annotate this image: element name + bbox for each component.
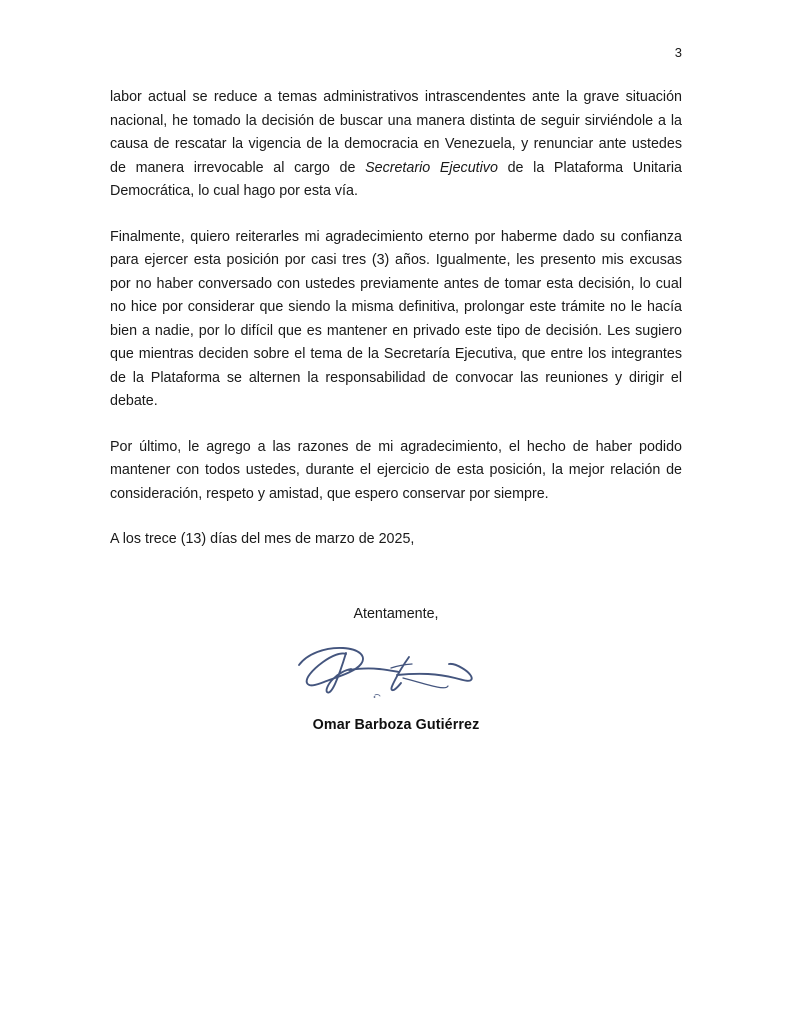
document-body (110, 86, 682, 552)
paragraph-closing-appreciation: Por último, le agrego a las razones de mi agradecimiento, el hecho de haber podido mantener con todos ustedes, durante el ejercicio de esta posición, la mejor relación de consideración, respeto y amistad, que espero conservar por siempre. (110, 438, 682, 502)
signature-block (110, 604, 682, 735)
page-number: 3 (674, 45, 682, 60)
signature-image (110, 637, 682, 709)
signer-name: Omar Barboza Gutiérrez (312, 717, 480, 733)
emphasized-text: Secretario Ejecutivo (365, 159, 498, 176)
paragraph-date-line: A los trece (13) días del mes de marzo de 2025, (110, 531, 415, 547)
paragraph-resignation-statement: labor actual se reduce a temas administrativos intrascendentes ante la grave situación nacional, he tomado la decisión de buscar una manera distinta de seguir sirviéndole a la causa de rescatar la vigencia de la democracia en Venezuela, y renunciar ante ustedes de manera irrevocable al cargo de Secretario Ejecutivo de la Plataforma Unitaria Democrática, lo cual hago por esta vía. (110, 89, 682, 199)
handwritten-signature-icon (291, 637, 501, 709)
paragraph-gratitude-and-apology: Finalmente, quiero reiterarles mi agradecimiento eterno por haberme dado su confianza para ejercer esta posición por casi tres (3) años. Igualmente, les presento mis excusas por no haber conversado con ustedes previamente antes de tomar esta decisión, lo cual no hice por considerar que siendo la misma definitiva, prolongar este trámite no le hacía bien a nadie, por lo difícil que es mantener en privado este tipo de decisión. Les sugiero que mientras deciden sobre el tema de la Secretaría Ejecutiva, que entre los integrantes de la Plataforma se alternen la responsabilidad de convocar las reuniones y dirigir el debate. (110, 228, 682, 409)
closing-salutation: Atentamente, (353, 606, 439, 622)
